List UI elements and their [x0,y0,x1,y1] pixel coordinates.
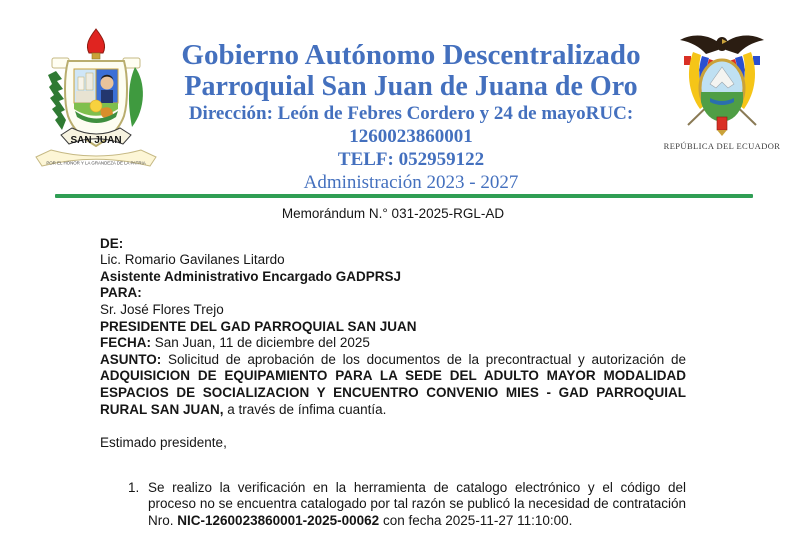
ecuador-coat-of-arms-graphic [672,30,772,138]
subject-outro: a través de ínfima cuantía. [227,401,387,417]
item-process-code: NIC-1260023860001-2025-00062 [177,512,380,528]
san-juan-motto-text: POR EL HONOR Y LA GRANDEZA DE LA PATRIA [46,160,146,166]
to-label: PARA: [100,285,142,301]
date-label: FECHA: [100,335,151,351]
letterhead-text [158,39,664,194]
salutation: Estimado presidente, [100,435,227,451]
subject-intro: Solicitud de aprobación de los documentos de la precontractual y autorización de [167,351,686,367]
from-name: Lic. Romario Gavilanes Litardo [100,252,285,268]
list-item-text [148,480,686,530]
date-value: San Juan, 11 de diciembre del 2025 [154,335,370,351]
item-text-middle: con fecha [382,512,442,528]
from-label: DE: [100,235,124,251]
org-name-line2: Parroquial San Juan de Juana de Oro [184,71,638,102]
item-text-before: Se realizo la verificación en la herramienta de catalogo electrónico y el código del proceso no se encuentra catalogado por tal razón se publicó la necesidad de contratación Nro. [148,479,686,528]
subject-emphasis: ADQUISICION DE EQUIPAMIENTO PARA LA SEDE DEL ADULTO MAYOR MODALIDAD ESPACIOS DE SOCIALIZACION Y ENCUENTRO CONVENIO MIES - GAD PARROQUIAL RURAL SAN JUAN, [100,368,686,417]
subject-label: ASUNTO: [100,351,162,367]
memo-body [100,206,686,530]
san-juan-banner-text: SAN JUAN [70,135,122,146]
to-title: PRESIDENTE DEL GAD PARROQUIAL SAN JUAN [100,318,417,334]
list-item-1 [100,480,686,530]
org-phone: TELF: 052959122 [337,149,485,170]
ecuador-caption: REPÚBLICA DEL ECUADOR [663,141,781,151]
memo-number-line: Memorándum N.° 031-2025-RGL-AD [281,206,505,221]
san-juan-coat-of-arms-graphic [31,27,161,177]
date-line [100,335,686,352]
list-item-number: 1. [128,479,140,495]
item-timestamp: 2025-11-27 11:10:00. [445,512,573,528]
org-name-line1: Gobierno Autónomo Descentralizado [181,39,641,71]
ecuador-coat-of-arms-icon [662,30,782,151]
header-divider-rule [55,194,753,198]
to-name: Sr. José Flores Trejo [100,301,224,317]
org-ruc: 1260023860001 [349,126,473,147]
subject-paragraph [100,352,686,418]
org-address-line: Dirección: León de Febres Cordero y 24 de mayoRUC: [188,103,634,124]
from-title: Asistente Administrativo Encargado GADPRSJ [100,268,402,284]
san-juan-coat-of-arms-icon [31,27,161,177]
org-administration-period: Administración 2023 - 2027 [303,172,519,193]
